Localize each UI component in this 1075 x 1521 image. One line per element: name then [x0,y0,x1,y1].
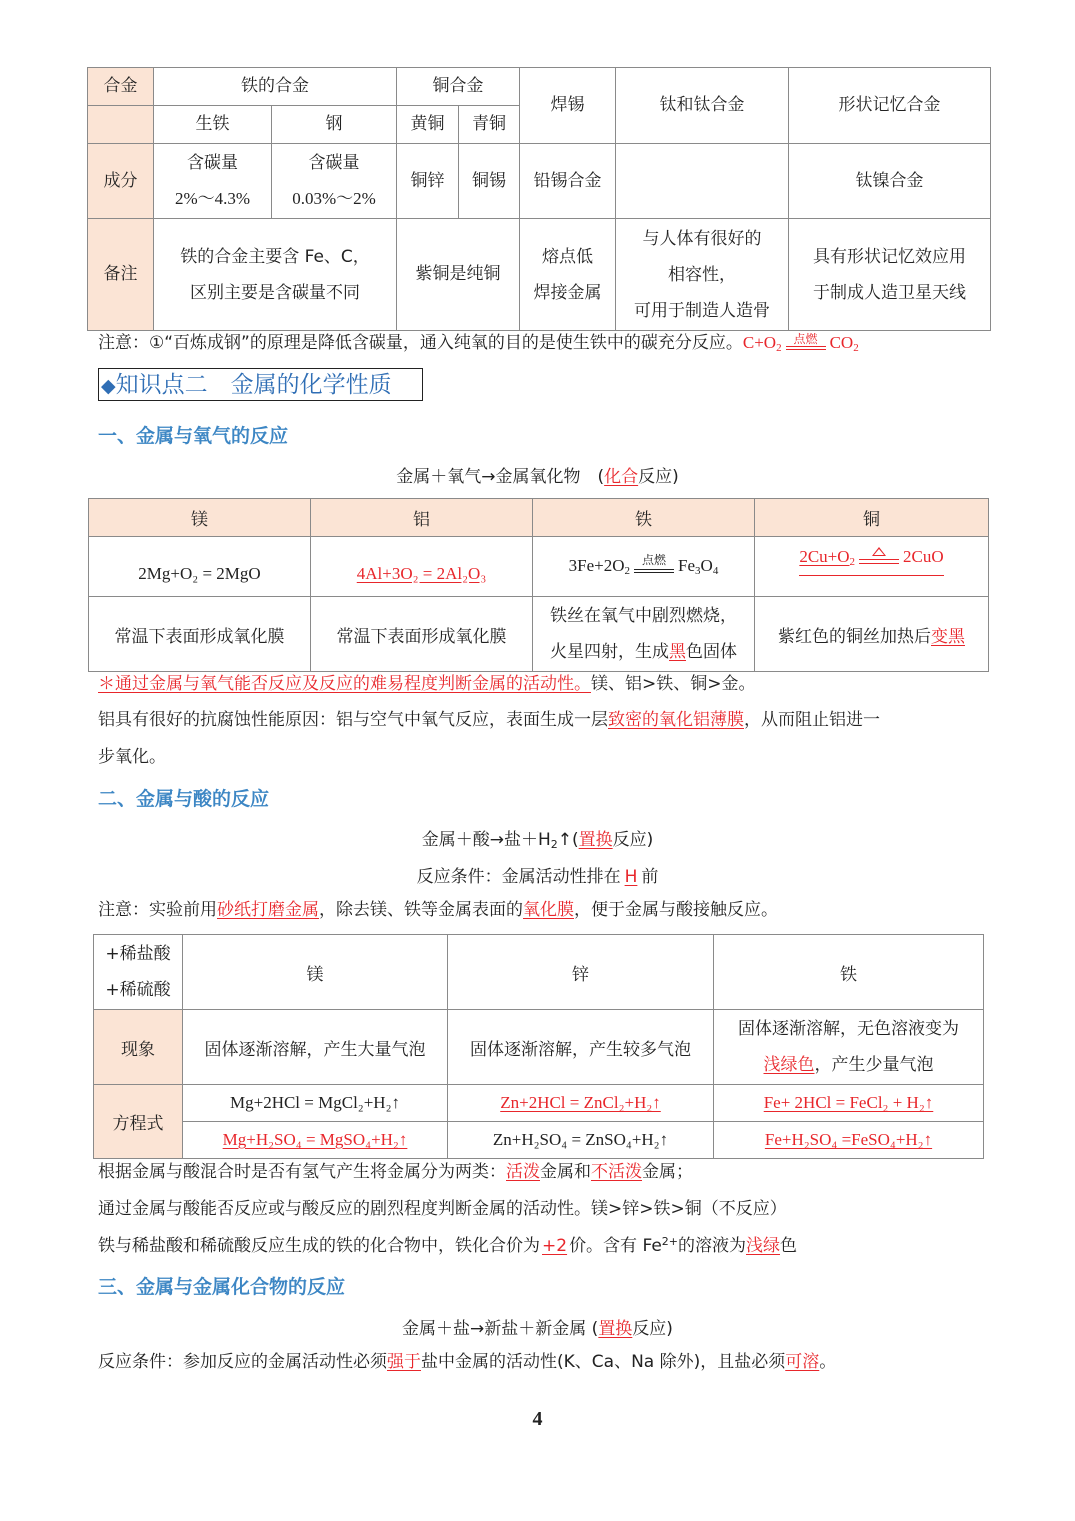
acid-l3-mid: 价。含有 Fe [569,1236,662,1256]
section-title-oxygen: 一、金属与氧气的反应 [98,425,289,447]
acid-general-formula [0,825,1075,850]
knowledge-point-title: 知识点二 金属的化学性质 [115,372,392,398]
header-empty [88,106,154,144]
aluminum-corrosion-note [98,709,880,731]
shape-note-line1: 具有形状记忆效应用 [813,246,966,267]
acid-l3-post: 色 [780,1236,797,1256]
titanium-note-line2: 相容性， [668,264,736,285]
formula-post: 反应) [638,467,679,487]
fe-eq-sub2: 4 [712,564,719,577]
fe-eq-left-sub: 2 [624,564,631,577]
zn-hcl-equation: Zn+2HCl = ZnCl₂+H₂↑ [448,1085,714,1122]
al-note-fill: 致密的氧化铝薄膜 [608,710,744,730]
fe-eq-mid: O [700,555,713,575]
eq-left-sub: 2 [776,342,782,354]
oxygen-reaction-table [88,498,989,672]
formula-fill: 化合 [604,467,639,487]
fe-h2so4-equation: Fe+H₂SO₄ =FeSO₄+H₂↑ [714,1122,984,1159]
carbon-combustion-equation [743,333,859,352]
acid-formula-pre: 金属＋酸→盐＋H [421,830,551,850]
iron-note-line1: 铁的合金主要含 Fe、C， [180,246,370,267]
section-title-salt: 三、金属与金属化合物的反应 [98,1276,346,1298]
row-label-note: 备注 [88,219,154,331]
steel-comp-line1: 含碳量 [308,153,360,173]
bronze-composition: 铜锡 [459,144,520,219]
solder-note-line1: 熔点低 [542,246,593,267]
cu-phen-pre: 紫红色的铜丝加热后 [778,626,931,647]
fe-phen-fill: 黑 [669,642,686,662]
fe-eq-sub1: 3 [695,564,701,577]
fe-acid-phen-line2 [718,1047,979,1083]
iron-alloy-note [154,219,397,331]
acid-formula-post: 反应) [612,830,654,850]
cu-eq-wrapper [799,547,943,576]
cu-oxygen-phenomenon [755,597,989,672]
oxy-header-fe: 铁 [533,499,755,537]
ignite-condition [786,334,826,354]
al-oxygen-phenomenon: 常温下表面形成氧化膜 [311,597,533,672]
pig-iron-comp-line1: 含碳量 [187,153,238,173]
salt-reaction-condition [98,1351,836,1373]
salt-formula-post: 反应) [632,1319,673,1339]
copper-alloy-note: 紫铜是纯铜 [397,219,520,331]
fe-acid-phen-line1: 固体逐渐溶解，无色溶液变为 [738,1019,959,1039]
salt-cond-post: 。 [819,1352,837,1372]
fe-hcl-equation: Fe+ 2HCl = FeCl₂ + H₂↑ [714,1085,984,1122]
brass-composition: 铜锌 [397,144,459,219]
aluminum-corrosion-note-cont: 步氧化。 [98,747,166,767]
cu-eq-left: 2Cu+O [799,547,850,566]
salt-cond-mid: 盐中金属的活动性(K、Ca、Na 除外)，且盐必须 [421,1352,786,1372]
acid-activity-note: 通过金属与酸能否反应或与酸反应的剧烈程度判断金属的活动性。镁>锌>铁>铜（不反应） [98,1199,787,1219]
al-note-pre: 铝具有很好的抗腐蚀性能原因：铝与空气中氧气反应，表面生成一层 [98,710,608,730]
acid-cond-post: 前 [641,867,659,887]
fe-oxygen-phenomenon [533,597,755,672]
mg-acid-phenomenon: 固体逐渐溶解，产生大量气泡 [183,1010,448,1085]
titanium-note-line1: 与人体有很好的 [642,228,762,249]
fe-acid-phen-fill: 浅绿色 [763,1055,815,1075]
salt-formula-fill: 置换 [598,1319,633,1339]
salt-general-formula [0,1314,1075,1339]
cu-oxygen-equation [755,537,989,597]
mg-oxygen-equation: 2Mg+O₂ = 2MgO [89,537,311,597]
steel-refining-note-text: 注意：①“百炼成钢”的原理是降低含碳量，通入纯氧的目的是使生铁中的碳充分反应。 [98,333,743,353]
acid-formula-fill: 置换 [578,830,613,850]
header-alloy: 合金 [88,68,154,106]
salt-formula-pre: 金属＋盐→新盐＋新金属 ( [402,1319,599,1339]
acid-l3-pre: 铁与稀盐酸和稀硫酸反应生成的铁的化合物中，铁化合价为 [98,1236,540,1256]
acid-header-zn: 锌 [448,935,714,1010]
acid-formula-sub: 2 [550,838,558,851]
acid-l3-fill2: 浅绿 [746,1236,780,1256]
shape-memory-composition: 钛镍合金 [789,144,991,219]
acid-cond-pre: 反应条件：金属活动性排在 [416,867,621,887]
acid-corner-cell [94,935,183,1010]
fe-eq-right: Fe [678,555,696,575]
cu-phen-fill: 变黑 [931,626,965,647]
shape-memory-note [789,219,991,331]
corner-h2so4: +稀硫酸 [105,980,171,1000]
corner-hcl: +稀盐酸 [105,944,171,964]
fe-phen-line1: 铁丝在氧气中剧烈燃烧， [550,606,737,626]
iron-valence-note [98,1235,797,1257]
acid-l1-post: 金属； [642,1162,693,1182]
oxygen-general-formula [0,462,1075,487]
acid-note-post: ，便于金属与酸接触反应。 [574,900,778,920]
salt-cond-pre: 反应条件：参加反应的金属活动性必须 [98,1352,387,1372]
oxy-header-cu: 铜 [755,499,989,537]
steel-refining-note [98,332,859,354]
row-label-phenomenon: 现象 [94,1010,183,1085]
oxygen-activity-note [98,673,756,695]
acid-note-mid: ，除去镁、铁等金属表面的 [319,900,523,920]
knowledge-point-heading [98,368,423,401]
acid-l3-mid2: 的溶液为 [678,1236,746,1256]
acid-classification-note [98,1161,693,1183]
heat-triangle-icon [859,547,899,569]
oxy-header-al: 铝 [311,499,533,537]
row-label-equation: 方程式 [94,1085,183,1159]
oxy-header-mg: 镁 [89,499,311,537]
acid-experiment-note [98,899,778,921]
acid-l3-sup: 2+ [661,1235,678,1248]
eq-left: C+O [742,333,777,352]
acid-l1-fill2: 不活泼 [591,1162,642,1182]
cu-eq-left-sub: 2 [849,556,856,568]
acid-l1-fill1: 活泼 [506,1162,540,1182]
acid-l3-fill1: +2 [542,1236,568,1256]
ignite-label: 点燃 [793,332,818,347]
activity-note-black: 镁、铝>铁、铜>金。 [591,674,756,694]
iron-note-line2: 区别主要是含碳量不同 [190,282,360,303]
header-shape-memory: 形状记忆合金 [789,68,991,144]
shape-note-line2: 于制成人造卫星天线 [813,282,966,303]
acid-header-mg: 镁 [183,935,448,1010]
mg-hcl-equation: Mg+2HCl = MgCl₂+H₂↑ [183,1085,448,1122]
header-iron-alloy: 铁的合金 [154,68,397,106]
fe-phen-post: 色固体 [686,642,737,662]
header-brass: 黄铜 [397,106,459,144]
steel-comp-line2: 0.03%～2% [292,189,376,208]
row-label-composition: 成分 [88,144,154,219]
titanium-note [616,219,789,331]
acid-l1-mid: 金属和 [540,1162,591,1182]
solder-note-line2: 焊接金属 [533,282,602,303]
page-number: 4 [532,1408,543,1430]
acid-reaction-table [93,934,984,1159]
cu-eq-right: 2CuO [903,547,944,566]
solder-note [520,219,616,331]
fe-eq-left: 3Fe+2O [568,555,625,575]
zn-acid-phenomenon: 固体逐渐溶解，产生较多气泡 [448,1010,714,1085]
formula-pre: 金属＋氧气→金属氧化物 ( [396,467,605,487]
activity-note-red: ＊通过金属与氧气能否反应及反应的难易程度判断金属的活动性。 [98,674,591,694]
fe-ignite-condition [634,553,674,577]
salt-cond-fill1: 强于 [387,1352,421,1372]
header-copper-alloy: 铜合金 [397,68,520,106]
alloy-table [87,67,991,331]
steel-composition [272,144,397,219]
mg-h2so4-equation: Mg+H₂SO₄ = MgSO₄+H₂↑ [183,1122,448,1159]
fe-acid-phen-post: ，产生少量气泡 [814,1055,934,1075]
fe-ignite-label: 点燃 [642,553,667,568]
acid-formula-arrow: ↑( [557,830,579,850]
header-solder: 焊锡 [520,68,616,144]
titanium-note-line3: 可用于制造人造骨 [634,300,770,321]
al-oxygen-equation: 4Al+3O₂ = 2Al₂O₃ [311,537,533,597]
salt-cond-fill2: 可溶 [785,1352,820,1372]
al-note-post: ，从而阻止铝进一 [744,710,880,730]
acid-reaction-condition [0,862,1075,887]
acid-note-fill1: 砂纸打磨金属 [217,900,319,920]
acid-l1-pre: 根据金属与酸混合时是否有氢气产生将金属分为两类： [98,1162,506,1182]
fe-acid-phenomenon [714,1010,984,1085]
solder-composition: 铅锡合金 [520,144,616,219]
eq-right: CO [829,333,854,352]
diamond-icon: ◆ [101,375,116,397]
fe-phen-line2 [537,634,750,670]
section-title-acid: 二、金属与酸的反应 [98,788,270,810]
mg-oxygen-phenomenon: 常温下表面形成氧化膜 [89,597,311,672]
pig-iron-comp-line2: 2%～4.3% [174,189,251,208]
header-bronze: 青铜 [459,106,520,144]
header-pig-iron: 生铁 [154,106,272,144]
header-titanium: 钛和钛合金 [616,68,789,144]
acid-cond-fill: H [624,867,638,887]
fe-phen-pre: 火星四射，生成 [550,642,669,662]
titanium-composition [616,144,789,219]
pig-iron-composition [154,144,272,219]
eq-right-sub: 2 [853,342,859,354]
acid-note-fill2: 氧化膜 [523,900,574,920]
fe-oxygen-equation [533,537,755,597]
acid-header-fe: 铁 [714,935,984,1010]
zn-h2so4-equation: Zn+H₂SO₄ = ZnSO₄+H₂↑ [448,1122,714,1159]
acid-note-pre: 注意：实验前用 [98,900,217,920]
header-steel: 钢 [272,106,397,144]
